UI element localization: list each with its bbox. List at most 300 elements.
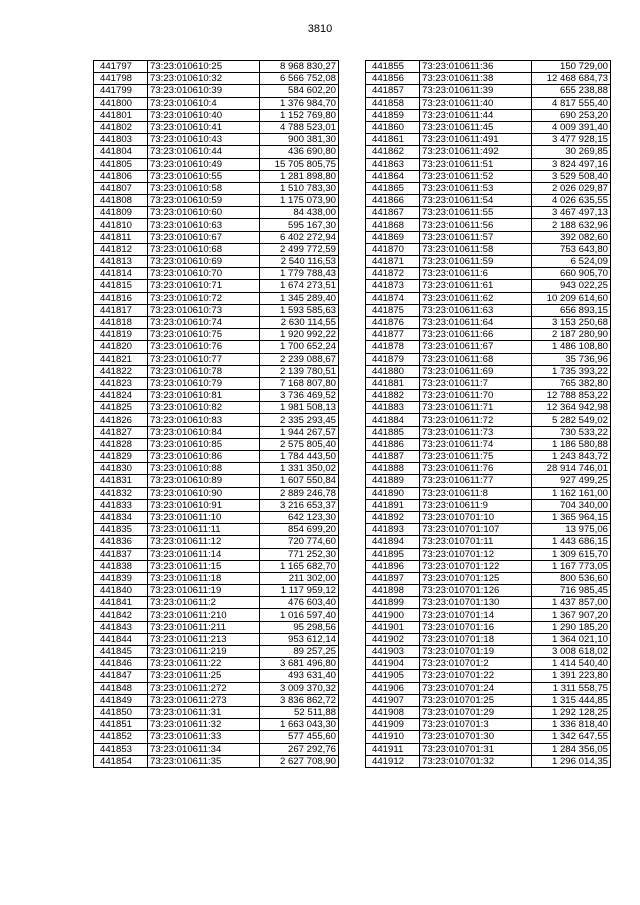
row-number-cell: 441876: [366, 316, 420, 328]
cadastral-number-cell: 73:23:010611:68: [420, 353, 532, 365]
row-number-cell: 441811: [94, 231, 148, 243]
table-row: [94, 219, 339, 231]
page-number: 3810: [307, 23, 333, 35]
table-row: [366, 414, 611, 426]
cadastral-number-cell: 73:23:010610:71: [148, 280, 260, 292]
cadastral-number-cell: 73:23:010611:33: [148, 731, 260, 743]
table-row: [94, 195, 339, 207]
cadastral-number-cell: 73:23:010701:10: [420, 511, 532, 523]
row-number-cell: 441868: [366, 219, 420, 231]
table-row: [366, 182, 611, 194]
value-cell: 1 391 223,80: [532, 670, 611, 682]
row-number-cell: 441906: [366, 682, 420, 694]
cadastral-number-cell: 73:23:010610:59: [148, 195, 260, 207]
table-row: [366, 694, 611, 706]
row-number-cell: 441869: [366, 231, 420, 243]
value-cell: 3 008 618,02: [532, 646, 611, 658]
cadastral-number-cell: 73:23:010611:22: [148, 658, 260, 670]
row-number-cell: 441829: [94, 451, 148, 463]
table-row: [366, 402, 611, 414]
value-cell: 1 486 108,80: [532, 341, 611, 353]
value-cell: 1 296 014,35: [532, 755, 611, 767]
cadastral-number-cell: 73:23:010610:68: [148, 243, 260, 255]
table-row: [94, 451, 339, 463]
row-number-cell: 441818: [94, 316, 148, 328]
cadastral-number-cell: 73:23:010611:219: [148, 646, 260, 658]
value-cell: 1 414 540,40: [532, 658, 611, 670]
cadastral-number-cell: 73:23:010611:213: [148, 633, 260, 645]
table-row: [94, 463, 339, 475]
value-cell: 1 165 682,70: [260, 560, 339, 572]
row-number-cell: 441904: [366, 658, 420, 670]
cadastral-number-cell: 73:23:010611:34: [148, 743, 260, 755]
row-number-cell: 441855: [366, 61, 420, 73]
value-cell: 1 784 443,50: [260, 451, 339, 463]
table-row: [94, 292, 339, 304]
row-number-cell: 441891: [366, 499, 420, 511]
cadastral-number-cell: 73:23:010610:82: [148, 402, 260, 414]
table-row: [366, 121, 611, 133]
value-cell: 3 681 496,80: [260, 658, 339, 670]
value-cell: 3 529 508,40: [532, 170, 611, 182]
table-row: [366, 670, 611, 682]
row-number-cell: 441857: [366, 85, 420, 97]
value-cell: 1 735 393,22: [532, 365, 611, 377]
table-row: [366, 377, 611, 389]
value-cell: 1 331 350,02: [260, 463, 339, 475]
table-row: [366, 572, 611, 584]
value-cell: 1 309 615,70: [532, 548, 611, 560]
table-row: [366, 682, 611, 694]
value-cell: 4 817 555,40: [532, 97, 611, 109]
cadastral-number-cell: 73:23:010611:51: [420, 158, 532, 170]
table-row: [94, 426, 339, 438]
row-number-cell: 441845: [94, 646, 148, 658]
value-cell: 3 467 497,13: [532, 207, 611, 219]
table-row: [366, 658, 611, 670]
value-cell: 2 187 280,90: [532, 329, 611, 341]
row-number-cell: 441885: [366, 426, 420, 438]
row-number-cell: 441895: [366, 548, 420, 560]
row-number-cell: 441813: [94, 256, 148, 268]
cadastral-number-cell: 73:23:010701:3: [420, 719, 532, 731]
cadastral-number-cell: 73:23:010611:10: [148, 511, 260, 523]
row-number-cell: 441822: [94, 365, 148, 377]
value-cell: 211 302,00: [260, 572, 339, 584]
cadastral-number-cell: 73:23:010701:31: [420, 743, 532, 755]
table-row: [94, 633, 339, 645]
cadastral-number-cell: 73:23:010611:15: [148, 560, 260, 572]
cadastral-number-cell: 73:23:010611:36: [420, 61, 532, 73]
row-number-cell: 441874: [366, 292, 420, 304]
value-cell: 1 284 356,05: [532, 743, 611, 755]
cadastral-number-cell: 73:23:010610:77: [148, 353, 260, 365]
table-row: [94, 207, 339, 219]
cadastral-number-cell: 73:23:010611:64: [420, 316, 532, 328]
row-number-cell: 441850: [94, 706, 148, 718]
value-cell: 800 536,60: [532, 572, 611, 584]
cadastral-number-cell: 73:23:010610:83: [148, 414, 260, 426]
table-row: [366, 463, 611, 475]
row-number-cell: 441797: [94, 61, 148, 73]
table-row: [94, 524, 339, 536]
row-number-cell: 441883: [366, 402, 420, 414]
value-cell: 1 779 788,43: [260, 268, 339, 280]
row-number-cell: 441810: [94, 219, 148, 231]
row-number-cell: 441803: [94, 134, 148, 146]
value-cell: 655 238,88: [532, 85, 611, 97]
table-row: [366, 609, 611, 621]
table-row: [94, 85, 339, 97]
value-cell: 1 342 647,55: [532, 731, 611, 743]
cadastral-number-cell: 73:23:010701:12: [420, 548, 532, 560]
table-row: [366, 426, 611, 438]
value-cell: 1 186 580,88: [532, 438, 611, 450]
table-row: [94, 511, 339, 523]
table-row: [94, 316, 339, 328]
value-cell: 1 364 021,10: [532, 633, 611, 645]
value-cell: 476 603,40: [260, 597, 339, 609]
row-number-cell: 441841: [94, 597, 148, 609]
cadastral-number-cell: 73:23:010611:62: [420, 292, 532, 304]
cadastral-number-cell: 73:23:010611:61: [420, 280, 532, 292]
row-number-cell: 441804: [94, 146, 148, 158]
row-number-cell: 441849: [94, 694, 148, 706]
table-row: [366, 231, 611, 243]
cadastral-number-cell: 73:23:010611:6: [420, 268, 532, 280]
value-cell: 1 593 585,63: [260, 304, 339, 316]
cadastral-number-cell: 73:23:010611:211: [148, 621, 260, 633]
table-row: [94, 304, 339, 316]
table-row: [94, 256, 339, 268]
table-row: [94, 706, 339, 718]
value-cell: 765 382,80: [532, 377, 611, 389]
cadastral-number-cell: 73:23:010611:73: [420, 426, 532, 438]
table-row: [366, 755, 611, 767]
cadastral-number-cell: 73:23:010610:43: [148, 134, 260, 146]
row-number-cell: 441802: [94, 121, 148, 133]
cadastral-number-cell: 73:23:010611:11: [148, 524, 260, 536]
row-number-cell: 441909: [366, 719, 420, 731]
table-row: [94, 146, 339, 158]
value-cell: 2 188 632,96: [532, 219, 611, 231]
table-row: [94, 548, 339, 560]
cadastral-number-cell: 73:23:010611:67: [420, 341, 532, 353]
left-table-body: [94, 61, 339, 768]
table-row: [366, 170, 611, 182]
row-number-cell: 441862: [366, 146, 420, 158]
table-row: [94, 341, 339, 353]
row-number-cell: 441902: [366, 633, 420, 645]
value-cell: 595 167,30: [260, 219, 339, 231]
row-number-cell: 441887: [366, 451, 420, 463]
table-row: [366, 390, 611, 402]
value-cell: 1 437 857,00: [532, 597, 611, 609]
cadastral-number-cell: 73:23:010611:38: [420, 73, 532, 85]
value-cell: 3 824 497,16: [532, 158, 611, 170]
value-cell: 1 117 959,12: [260, 585, 339, 597]
cadastral-number-cell: 73:23:010611:9: [420, 499, 532, 511]
table-row: [366, 207, 611, 219]
value-cell: 52 511,88: [260, 706, 339, 718]
cadastral-number-cell: 73:23:010610:70: [148, 268, 260, 280]
table-row: [94, 475, 339, 487]
value-cell: 15 705 805,75: [260, 158, 339, 170]
row-number-cell: 441867: [366, 207, 420, 219]
cadastral-number-cell: 73:23:010611:77: [420, 475, 532, 487]
table-row: [94, 743, 339, 755]
cadastral-number-cell: 73:23:010611:35: [148, 755, 260, 767]
cadastral-number-cell: 73:23:010611:57: [420, 231, 532, 243]
table-row: [94, 646, 339, 658]
value-cell: 3 836 862,72: [260, 694, 339, 706]
table-row: [366, 511, 611, 523]
table-row: [94, 438, 339, 450]
row-number-cell: 441864: [366, 170, 420, 182]
value-cell: 642 123,30: [260, 511, 339, 523]
cadastral-number-cell: 73:23:010611:55: [420, 207, 532, 219]
cadastral-number-cell: 73:23:010610:81: [148, 390, 260, 402]
row-number-cell: 441799: [94, 85, 148, 97]
table-row: [366, 134, 611, 146]
value-cell: 6 524,09: [532, 256, 611, 268]
cadastral-number-cell: 73:23:010611:32: [148, 719, 260, 731]
cadastral-number-cell: 73:23:010610:4: [148, 97, 260, 109]
value-cell: 1 663 043,30: [260, 719, 339, 731]
table-row: [366, 524, 611, 536]
table-row: [366, 365, 611, 377]
table-row: [94, 621, 339, 633]
row-number-cell: 441800: [94, 97, 148, 109]
value-cell: 4 009 391,40: [532, 121, 611, 133]
value-cell: 2 335 293,45: [260, 414, 339, 426]
value-cell: 89 257,25: [260, 646, 339, 658]
row-number-cell: 441872: [366, 268, 420, 280]
row-number-cell: 441838: [94, 560, 148, 572]
cadastral-number-cell: 73:23:010611:39: [420, 85, 532, 97]
value-cell: 1 152 769,80: [260, 109, 339, 121]
table-row: [366, 158, 611, 170]
row-number-cell: 441889: [366, 475, 420, 487]
cadastral-number-cell: 73:23:010610:39: [148, 85, 260, 97]
cadastral-number-cell: 73:23:010611:273: [148, 694, 260, 706]
cadastral-number-cell: 73:23:010611:44: [420, 109, 532, 121]
table-row: [94, 414, 339, 426]
row-number-cell: 441844: [94, 633, 148, 645]
row-number-cell: 441846: [94, 658, 148, 670]
cadastral-number-cell: 73:23:010610:76: [148, 341, 260, 353]
row-number-cell: 441897: [366, 572, 420, 584]
value-cell: 84 438,00: [260, 207, 339, 219]
cadastral-number-cell: 73:23:010610:85: [148, 438, 260, 450]
cadastral-number-cell: 73:23:010611:58: [420, 243, 532, 255]
cadastral-number-cell: 73:23:010611:53: [420, 182, 532, 194]
cadastral-number-cell: 73:23:010611:70: [420, 390, 532, 402]
right-table: [365, 60, 611, 768]
cadastral-number-cell: 73:23:010701:122: [420, 560, 532, 572]
value-cell: 3 736 469,52: [260, 390, 339, 402]
table-row: [94, 243, 339, 255]
value-cell: 4 788 523,01: [260, 121, 339, 133]
table-row: [94, 670, 339, 682]
row-number-cell: 441806: [94, 170, 148, 182]
row-number-cell: 441848: [94, 682, 148, 694]
value-cell: 1 290 185,20: [532, 621, 611, 633]
value-cell: 12 788 853,22: [532, 390, 611, 402]
value-cell: 13 975,06: [532, 524, 611, 536]
table-row: [366, 706, 611, 718]
cadastral-number-cell: 73:23:010701:2: [420, 658, 532, 670]
cadastral-number-cell: 73:23:010610:88: [148, 463, 260, 475]
table-row: [366, 719, 611, 731]
cadastral-number-cell: 73:23:010701:125: [420, 572, 532, 584]
row-number-cell: 441886: [366, 438, 420, 450]
value-cell: 1 376 984,70: [260, 97, 339, 109]
value-cell: 1 345 289,40: [260, 292, 339, 304]
table-row: [366, 743, 611, 755]
value-cell: 1 243 843,72: [532, 451, 611, 463]
cadastral-number-cell: 73:23:010610:73: [148, 304, 260, 316]
row-number-cell: 441861: [366, 134, 420, 146]
row-number-cell: 441894: [366, 536, 420, 548]
table-row: [94, 597, 339, 609]
row-number-cell: 441870: [366, 243, 420, 255]
table-row: [94, 402, 339, 414]
cadastral-number-cell: 73:23:010611:66: [420, 329, 532, 341]
row-number-cell: 441903: [366, 646, 420, 658]
value-cell: 2 499 772,59: [260, 243, 339, 255]
value-cell: 3 216 653,37: [260, 499, 339, 511]
value-cell: 4 026 635,55: [532, 195, 611, 207]
cadastral-number-cell: 73:23:010701:107: [420, 524, 532, 536]
row-number-cell: 441905: [366, 670, 420, 682]
table-row: [94, 499, 339, 511]
table-row: [94, 329, 339, 341]
cadastral-number-cell: 73:23:010611:12: [148, 536, 260, 548]
cadastral-number-cell: 73:23:010611:492: [420, 146, 532, 158]
value-cell: 730 533,22: [532, 426, 611, 438]
cadastral-number-cell: 73:23:010611:56: [420, 219, 532, 231]
cadastral-number-cell: 73:23:010611:63: [420, 304, 532, 316]
table-row: [94, 560, 339, 572]
row-number-cell: 441896: [366, 560, 420, 572]
cadastral-number-cell: 73:23:010611:491: [420, 134, 532, 146]
table-row: [94, 73, 339, 85]
table-row: [94, 61, 339, 73]
table-row: [94, 719, 339, 731]
cadastral-number-cell: 73:23:010610:55: [148, 170, 260, 182]
value-cell: 95 298,56: [260, 621, 339, 633]
row-number-cell: 441859: [366, 109, 420, 121]
row-number-cell: 441911: [366, 743, 420, 755]
value-cell: 267 292,76: [260, 743, 339, 755]
row-number-cell: 441865: [366, 182, 420, 194]
row-number-cell: 441831: [94, 475, 148, 487]
value-cell: 660 905,70: [532, 268, 611, 280]
table-row: [94, 731, 339, 743]
table-row: [94, 658, 339, 670]
cadastral-number-cell: 73:23:010610:72: [148, 292, 260, 304]
value-cell: 30 269,85: [532, 146, 611, 158]
table-row: [94, 487, 339, 499]
table-row: [366, 475, 611, 487]
cadastral-number-cell: 73:23:010611:272: [148, 682, 260, 694]
table-row: [366, 304, 611, 316]
value-cell: 1 281 898,80: [260, 170, 339, 182]
table-row: [366, 243, 611, 255]
value-cell: 1 162 161,00: [532, 487, 611, 499]
cadastral-number-cell: 73:23:010610:75: [148, 329, 260, 341]
row-number-cell: 441893: [366, 524, 420, 536]
row-number-cell: 441880: [366, 365, 420, 377]
cadastral-number-cell: 73:23:010610:60: [148, 207, 260, 219]
right-table-body: [366, 61, 611, 768]
value-cell: 1 016 597,40: [260, 609, 339, 621]
table-row: [94, 109, 339, 121]
cadastral-number-cell: 73:23:010610:79: [148, 377, 260, 389]
value-cell: 771 252,30: [260, 548, 339, 560]
row-number-cell: 441842: [94, 609, 148, 621]
value-cell: 716 985,45: [532, 585, 611, 597]
value-cell: 35 736,96: [532, 353, 611, 365]
table-row: [366, 621, 611, 633]
value-cell: 2 627 708,90: [260, 755, 339, 767]
row-number-cell: 441853: [94, 743, 148, 755]
cadastral-number-cell: 73:23:010610:58: [148, 182, 260, 194]
value-cell: 8 968 830,27: [260, 61, 339, 73]
value-cell: 1 175 073,90: [260, 195, 339, 207]
row-number-cell: 441892: [366, 511, 420, 523]
table-row: [366, 560, 611, 572]
row-number-cell: 441907: [366, 694, 420, 706]
table-row: [366, 341, 611, 353]
value-cell: 12 468 684,73: [532, 73, 611, 85]
row-number-cell: 441881: [366, 377, 420, 389]
table-row: [366, 329, 611, 341]
table-row: [366, 585, 611, 597]
table-row: [366, 536, 611, 548]
value-cell: 493 631,40: [260, 670, 339, 682]
cadastral-number-cell: 73:23:010610:40: [148, 109, 260, 121]
row-number-cell: 441843: [94, 621, 148, 633]
value-cell: 1 981 508,13: [260, 402, 339, 414]
table-row: [366, 731, 611, 743]
row-number-cell: 441816: [94, 292, 148, 304]
value-cell: 2 889 246,78: [260, 487, 339, 499]
cadastral-number-cell: 73:23:010701:22: [420, 670, 532, 682]
row-number-cell: 441871: [366, 256, 420, 268]
value-cell: 3 153 250,68: [532, 316, 611, 328]
table-row: [366, 61, 611, 73]
row-number-cell: 441801: [94, 109, 148, 121]
row-number-cell: 441899: [366, 597, 420, 609]
row-number-cell: 441863: [366, 158, 420, 170]
value-cell: 12 364 942,98: [532, 402, 611, 414]
value-cell: 1 920 992,22: [260, 329, 339, 341]
table-row: [94, 536, 339, 548]
cadastral-number-cell: 73:23:010701:126: [420, 585, 532, 597]
row-number-cell: 441873: [366, 280, 420, 292]
value-cell: 7 168 807,80: [260, 377, 339, 389]
value-cell: 927 499,25: [532, 475, 611, 487]
value-cell: 3 009 370,32: [260, 682, 339, 694]
row-number-cell: 441908: [366, 706, 420, 718]
table-row: [366, 548, 611, 560]
cadastral-number-cell: 73:23:010611:210: [148, 609, 260, 621]
value-cell: 1 944 267,57: [260, 426, 339, 438]
value-cell: 704 340,00: [532, 499, 611, 511]
row-number-cell: 441836: [94, 536, 148, 548]
